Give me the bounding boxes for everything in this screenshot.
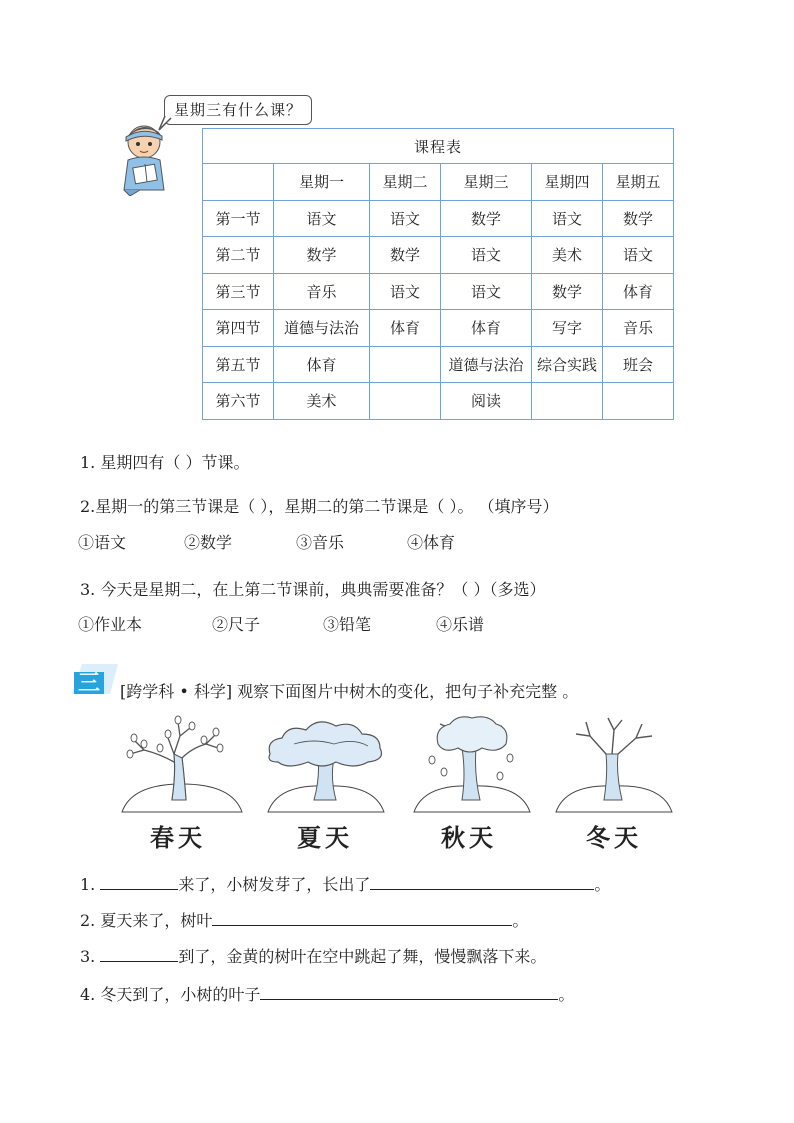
fill-line-2-end: 。 xyxy=(512,911,529,930)
fill-line-2-text: 2. 夏天来了，树叶 xyxy=(80,911,213,930)
table-cell: 语文 xyxy=(274,200,370,237)
q2-option-3[interactable]: ③音乐 xyxy=(296,533,345,552)
table-row xyxy=(203,273,674,310)
fill-line-4-end: 。 xyxy=(558,985,575,1004)
period-label: 第二节 xyxy=(203,237,274,274)
table-row xyxy=(203,200,674,237)
table-cell: 美术 xyxy=(532,237,603,274)
table-cell: 语文 xyxy=(532,200,603,237)
timetable-header-row xyxy=(203,164,674,201)
fill-line-2 xyxy=(80,908,528,931)
table-cell: 语文 xyxy=(441,237,532,274)
timetable-caption: 课程表 xyxy=(203,129,674,164)
table-row xyxy=(203,346,674,383)
table-cell: 语文 xyxy=(370,273,441,310)
question-1: 1. 星期四有（ ）节课。 xyxy=(80,453,250,472)
q2-option-4[interactable]: ④体育 xyxy=(407,533,456,552)
table-cell: 数学 xyxy=(603,200,674,237)
table-cell: 数学 xyxy=(441,200,532,237)
fill-line-1-text: 来了，小树发芽了，长出了 xyxy=(178,875,371,894)
period-label: 第四节 xyxy=(203,310,274,347)
table-header-monday: 星期一 xyxy=(274,164,370,201)
speech-bubble: 星期三有什么课？ xyxy=(164,95,312,125)
blank-2[interactable] xyxy=(212,909,512,926)
spring-tree-icon xyxy=(120,714,244,814)
fill-line-3-text: 到了，金黄的树叶在空中跳起了舞，慢慢飘落下来。 xyxy=(178,947,547,966)
q3-option-2[interactable]: ②尺子 xyxy=(212,615,261,634)
autumn-tree-icon xyxy=(410,714,534,814)
season-label-winter: 冬天 xyxy=(586,823,642,852)
table-cell: 数学 xyxy=(532,273,603,310)
table-header-tuesday: 星期二 xyxy=(370,164,441,201)
table-cell xyxy=(603,383,674,420)
table-cell: 体育 xyxy=(603,273,674,310)
blank-1b[interactable] xyxy=(370,873,594,890)
table-row xyxy=(203,383,674,420)
table-cell: 语文 xyxy=(441,273,532,310)
question-3: 3. 今天是星期二，在上第二节课前，典典需要准备？（ ）（多选） xyxy=(80,580,546,599)
table-cell: 数学 xyxy=(274,237,370,274)
q3-option-4[interactable]: ④乐谱 xyxy=(436,615,485,634)
table-cell: 音乐 xyxy=(274,273,370,310)
section-number: 三 xyxy=(77,670,100,696)
q3-option-3[interactable]: ③铅笔 xyxy=(323,615,372,634)
table-cell: 班会 xyxy=(603,346,674,383)
fill-line-1-end: 。 xyxy=(594,875,611,894)
table-cell: 道德与法治 xyxy=(441,346,532,383)
table-cell: 体育 xyxy=(274,346,370,383)
table-row xyxy=(203,310,674,347)
period-label: 第六节 xyxy=(203,383,274,420)
fill-line-4 xyxy=(80,982,574,1005)
table-cell xyxy=(203,164,274,201)
season-label-autumn: 秋天 xyxy=(441,823,497,852)
summer-tree-icon xyxy=(264,714,388,814)
question-2: 2.星期一的第三节课是（ ），星期二的第二节课是（ ）。 （填序号） xyxy=(80,497,559,516)
class-timetable xyxy=(202,128,674,420)
table-cell xyxy=(370,346,441,383)
table-cell: 体育 xyxy=(370,310,441,347)
table-cell: 阅读 xyxy=(441,383,532,420)
table-cell: 美术 xyxy=(274,383,370,420)
q2-option-1[interactable]: ①语文 xyxy=(78,533,127,552)
q2-option-2[interactable]: ②数学 xyxy=(184,533,233,552)
table-cell: 体育 xyxy=(441,310,532,347)
table-header-thursday: 星期四 xyxy=(532,164,603,201)
fill-line-3-number: 3. xyxy=(80,947,101,966)
section-title: [跨学科 • 科学] 观察下面图片中树木的变化，把句子补充完整 。 xyxy=(120,682,579,701)
fill-line-3 xyxy=(80,944,546,967)
period-label: 第五节 xyxy=(203,346,274,383)
table-cell xyxy=(532,383,603,420)
blank-1a[interactable] xyxy=(100,873,178,890)
season-label-spring: 春天 xyxy=(150,823,206,852)
period-label: 第三节 xyxy=(203,273,274,310)
table-cell: 音乐 xyxy=(603,310,674,347)
q3-option-1[interactable]: ①作业本 xyxy=(78,615,143,634)
fill-line-4-text: 4. 冬天到了，小树的叶子 xyxy=(80,985,261,1004)
table-cell: 语文 xyxy=(603,237,674,274)
boy-reading-illustration xyxy=(118,120,170,196)
table-cell: 数学 xyxy=(370,237,441,274)
table-header-friday: 星期五 xyxy=(603,164,674,201)
section-number-badge xyxy=(72,662,118,696)
blank-3[interactable] xyxy=(100,945,178,962)
fill-line-1 xyxy=(80,872,610,895)
period-label: 第一节 xyxy=(203,200,274,237)
winter-tree-icon xyxy=(552,714,676,814)
table-cell: 写字 xyxy=(532,310,603,347)
season-label-summer: 夏天 xyxy=(297,823,353,852)
table-row xyxy=(203,237,674,274)
fill-line-1-number: 1. xyxy=(80,875,101,894)
table-cell: 语文 xyxy=(370,200,441,237)
table-cell: 道德与法治 xyxy=(274,310,370,347)
table-header-wednesday: 星期三 xyxy=(441,164,532,201)
table-cell xyxy=(370,383,441,420)
blank-4[interactable] xyxy=(260,983,558,1000)
table-cell: 综合实践 xyxy=(532,346,603,383)
